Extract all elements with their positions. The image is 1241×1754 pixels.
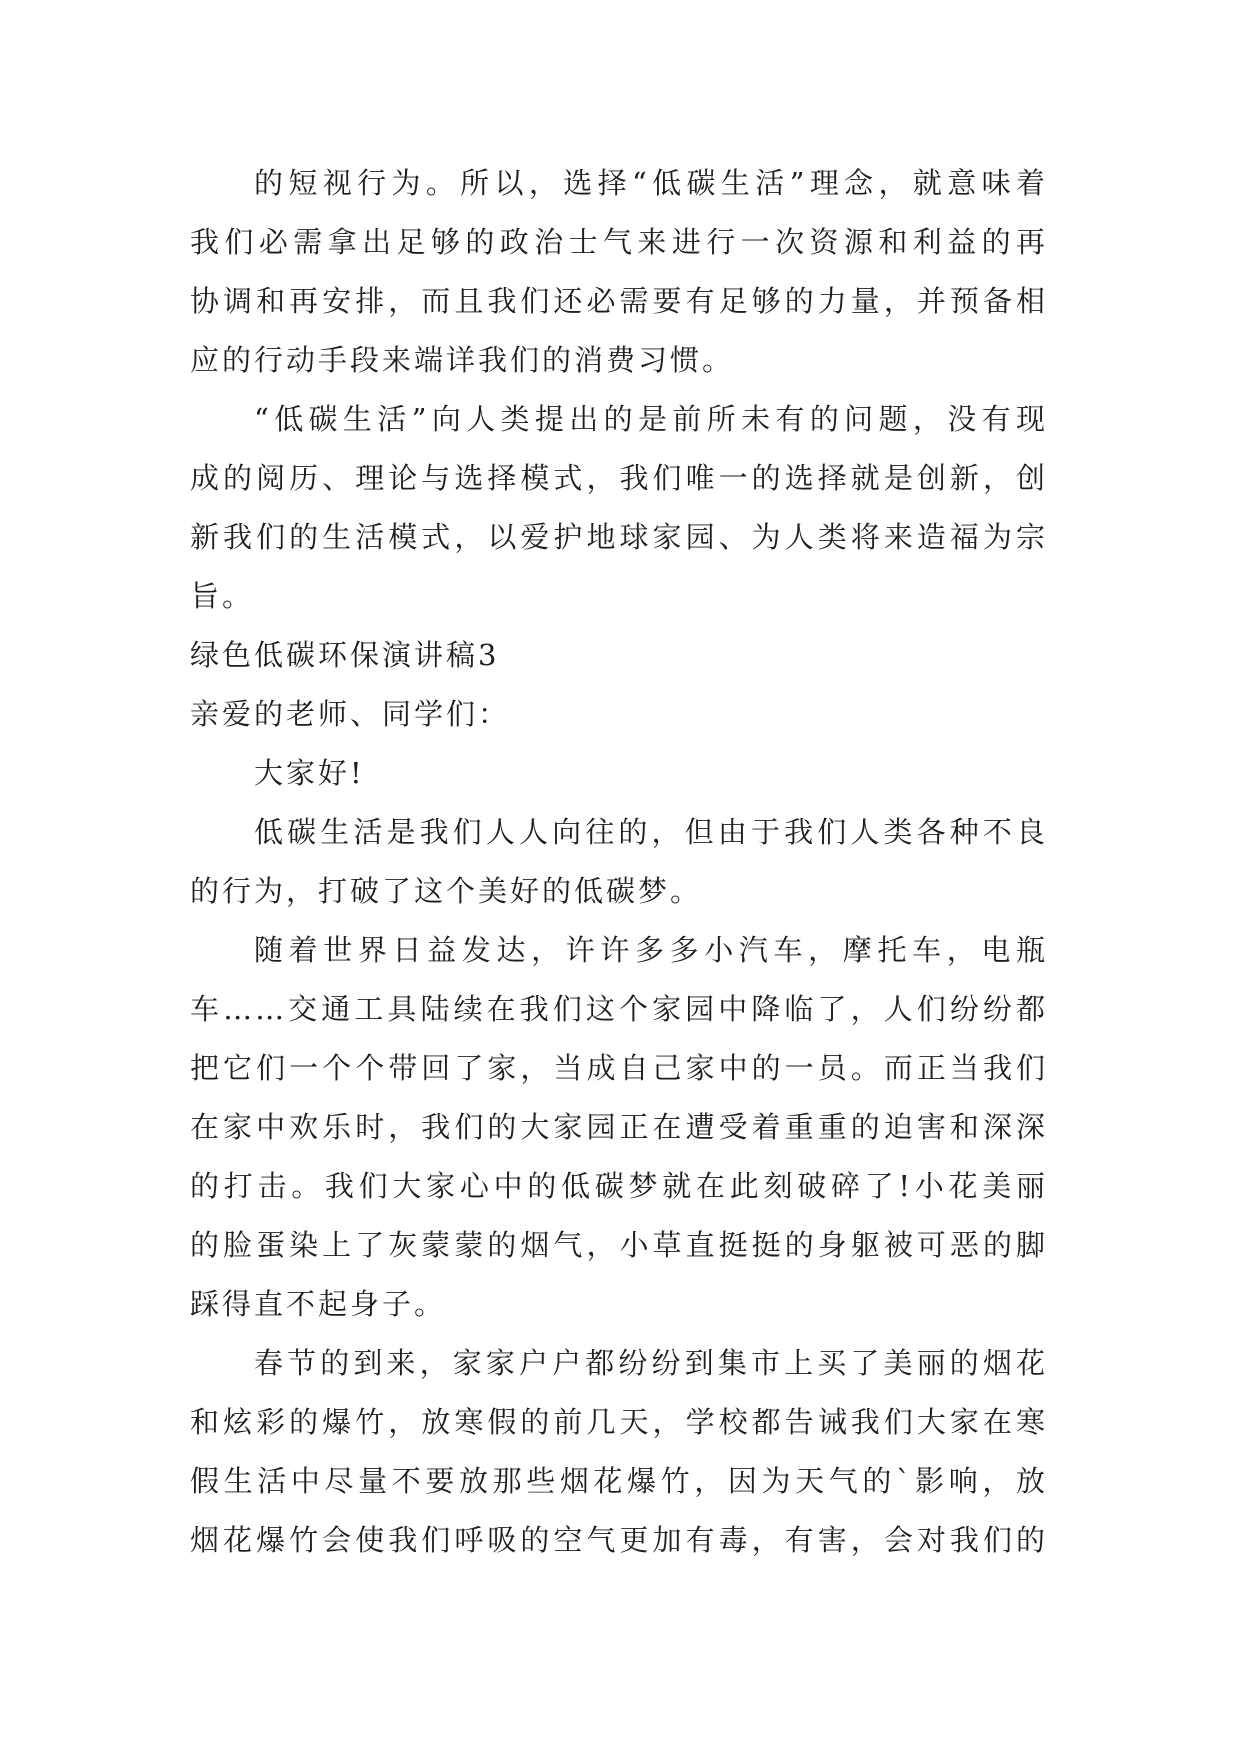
- text-line: 车……交通工具陆续在我们这个家园中降临了，人们纷纷都: [190, 992, 1048, 1026]
- greeting: 大家好!: [254, 756, 365, 790]
- text-line: 的短视行为。所以，选择“低碳生活”理念，就意味着: [254, 166, 1048, 200]
- text-line: 和炫彩的爆竹，放寒假的前几天，学校都告诫我们大家在寒: [190, 1405, 1048, 1439]
- text-line: 把它们一个个带回了家，当成自己家中的一员。而正当我们: [190, 1051, 1048, 1085]
- text-line: 应的行动手段来端详我们的消费习惯。: [190, 343, 735, 377]
- paragraph: [190, 921, 1048, 1334]
- salutation: 亲爱的老师、同学们：: [190, 697, 511, 731]
- text-line: 假生活中尽量不要放那些烟花爆竹，因为天气的`影响，放: [190, 1464, 1048, 1498]
- text-line: 烟花爆竹会使我们呼吸的空气更加有毒，有害，会对我们的: [190, 1523, 1048, 1557]
- paragraph: [190, 390, 1048, 626]
- paragraph: [190, 1334, 1048, 1570]
- text-line: 的脸蛋染上了灰蒙蒙的烟气，小草直挺挺的身躯被可恶的脚: [190, 1228, 1048, 1262]
- text-line: 随着世界日益发达，许许多多小汽车，摩托车，电瓶: [254, 933, 1048, 967]
- text-line: “低碳生活”向人类提出的是前所未有的问题，没有现: [254, 402, 1048, 436]
- text-line: 春节的到来，家家户户都纷纷到集市上买了美丽的烟花: [254, 1346, 1048, 1380]
- document-body: [190, 154, 1048, 1570]
- text-line: 新我们的生活模式，以爱护地球家园、为人类将来造福为宗: [190, 520, 1048, 554]
- text-line: 成的阅历、理论与选择模式，我们唯一的选择就是创新，创: [190, 461, 1048, 495]
- text-line: 协调和再安排，而且我们还必需要有足够的力量，并预备相: [190, 284, 1048, 318]
- paragraph: [190, 803, 1048, 921]
- paragraph: [190, 154, 1048, 390]
- text-line: 的行为，打破了这个美好的低碳梦。: [190, 874, 703, 908]
- section-heading: 绿色低碳环保演讲稿3: [190, 638, 500, 672]
- text-line: 旨。: [190, 579, 255, 613]
- text-line: 在家中欢乐时，我们的大家园正在遭受着重重的迫害和深深: [190, 1110, 1048, 1144]
- text-line: 踩得直不起身子。: [190, 1287, 447, 1321]
- text-line: 的打击。我们大家心中的低碳梦就在此刻破碎了!小花美丽: [190, 1169, 1048, 1203]
- text-line: 低碳生活是我们人人向往的，但由于我们人类各种不良: [254, 815, 1048, 849]
- text-line: 我们必需拿出足够的政治士气来进行一次资源和利益的再: [190, 225, 1048, 259]
